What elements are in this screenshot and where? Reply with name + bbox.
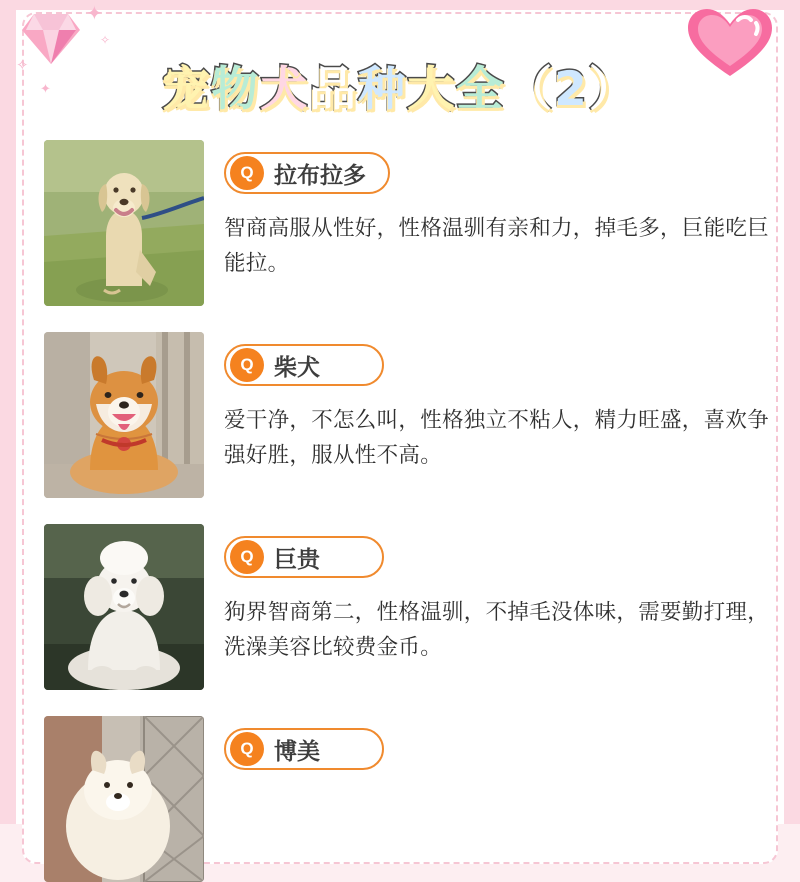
title-char: 大 bbox=[407, 62, 457, 117]
breed-badge[interactable] bbox=[224, 536, 384, 578]
title-char: （ bbox=[505, 62, 555, 117]
breed-name: 博美 bbox=[274, 738, 320, 765]
breed-badge[interactable] bbox=[224, 152, 390, 194]
search-icon: Q bbox=[230, 348, 264, 382]
title-char: 宠 bbox=[162, 62, 212, 117]
title-char: 犬 bbox=[260, 62, 310, 117]
sparkle-icon: ✦ bbox=[86, 3, 103, 25]
breed-name: 柴犬 bbox=[274, 354, 320, 381]
breed-name: 拉布拉多 bbox=[274, 162, 366, 189]
frame-right-border bbox=[784, 0, 800, 824]
title-char: 种 bbox=[358, 62, 408, 117]
list-item bbox=[44, 716, 770, 882]
list-item bbox=[44, 140, 770, 306]
breed-description: 智商高服从性好，性格温驯有亲和力，掉毛多，巨能吃巨能拉。 bbox=[224, 216, 770, 276]
hearts-icon bbox=[678, 4, 786, 82]
title-char: ） bbox=[588, 62, 638, 117]
title-char: 全 bbox=[456, 62, 506, 117]
title-char: 2 bbox=[554, 62, 589, 117]
list-item bbox=[44, 524, 770, 690]
frame-left-border bbox=[0, 0, 16, 824]
list-item bbox=[44, 332, 770, 498]
breed-badge[interactable] bbox=[224, 344, 384, 386]
breed-badge[interactable] bbox=[224, 728, 384, 770]
search-icon: Q bbox=[230, 156, 264, 190]
search-icon: Q bbox=[230, 732, 264, 766]
shiba-inu-photo bbox=[44, 332, 204, 498]
breed-description: 爱干净，不怎么叫，性格独立不粘人，精力旺盛，喜欢争强好胜，服从性不高。 bbox=[224, 408, 770, 468]
title-char: 物 bbox=[211, 62, 261, 117]
pomeranian-photo bbox=[44, 716, 204, 882]
sparkle-icon: ✧ bbox=[100, 33, 111, 47]
sparkle-icon: ✧ bbox=[16, 57, 29, 74]
sparkle-icon: ✦ bbox=[40, 81, 51, 96]
title-char: 品 bbox=[309, 62, 359, 117]
breed-name: 巨贵 bbox=[274, 546, 320, 573]
labrador-photo bbox=[44, 140, 204, 306]
search-icon: Q bbox=[230, 540, 264, 574]
breed-description: 狗界智商第二，性格温驯，不掉毛没体味，需要勤打理，洗澡美容比较费金币。 bbox=[224, 600, 770, 660]
standard-poodle-photo bbox=[44, 524, 204, 690]
breed-list bbox=[44, 140, 770, 824]
